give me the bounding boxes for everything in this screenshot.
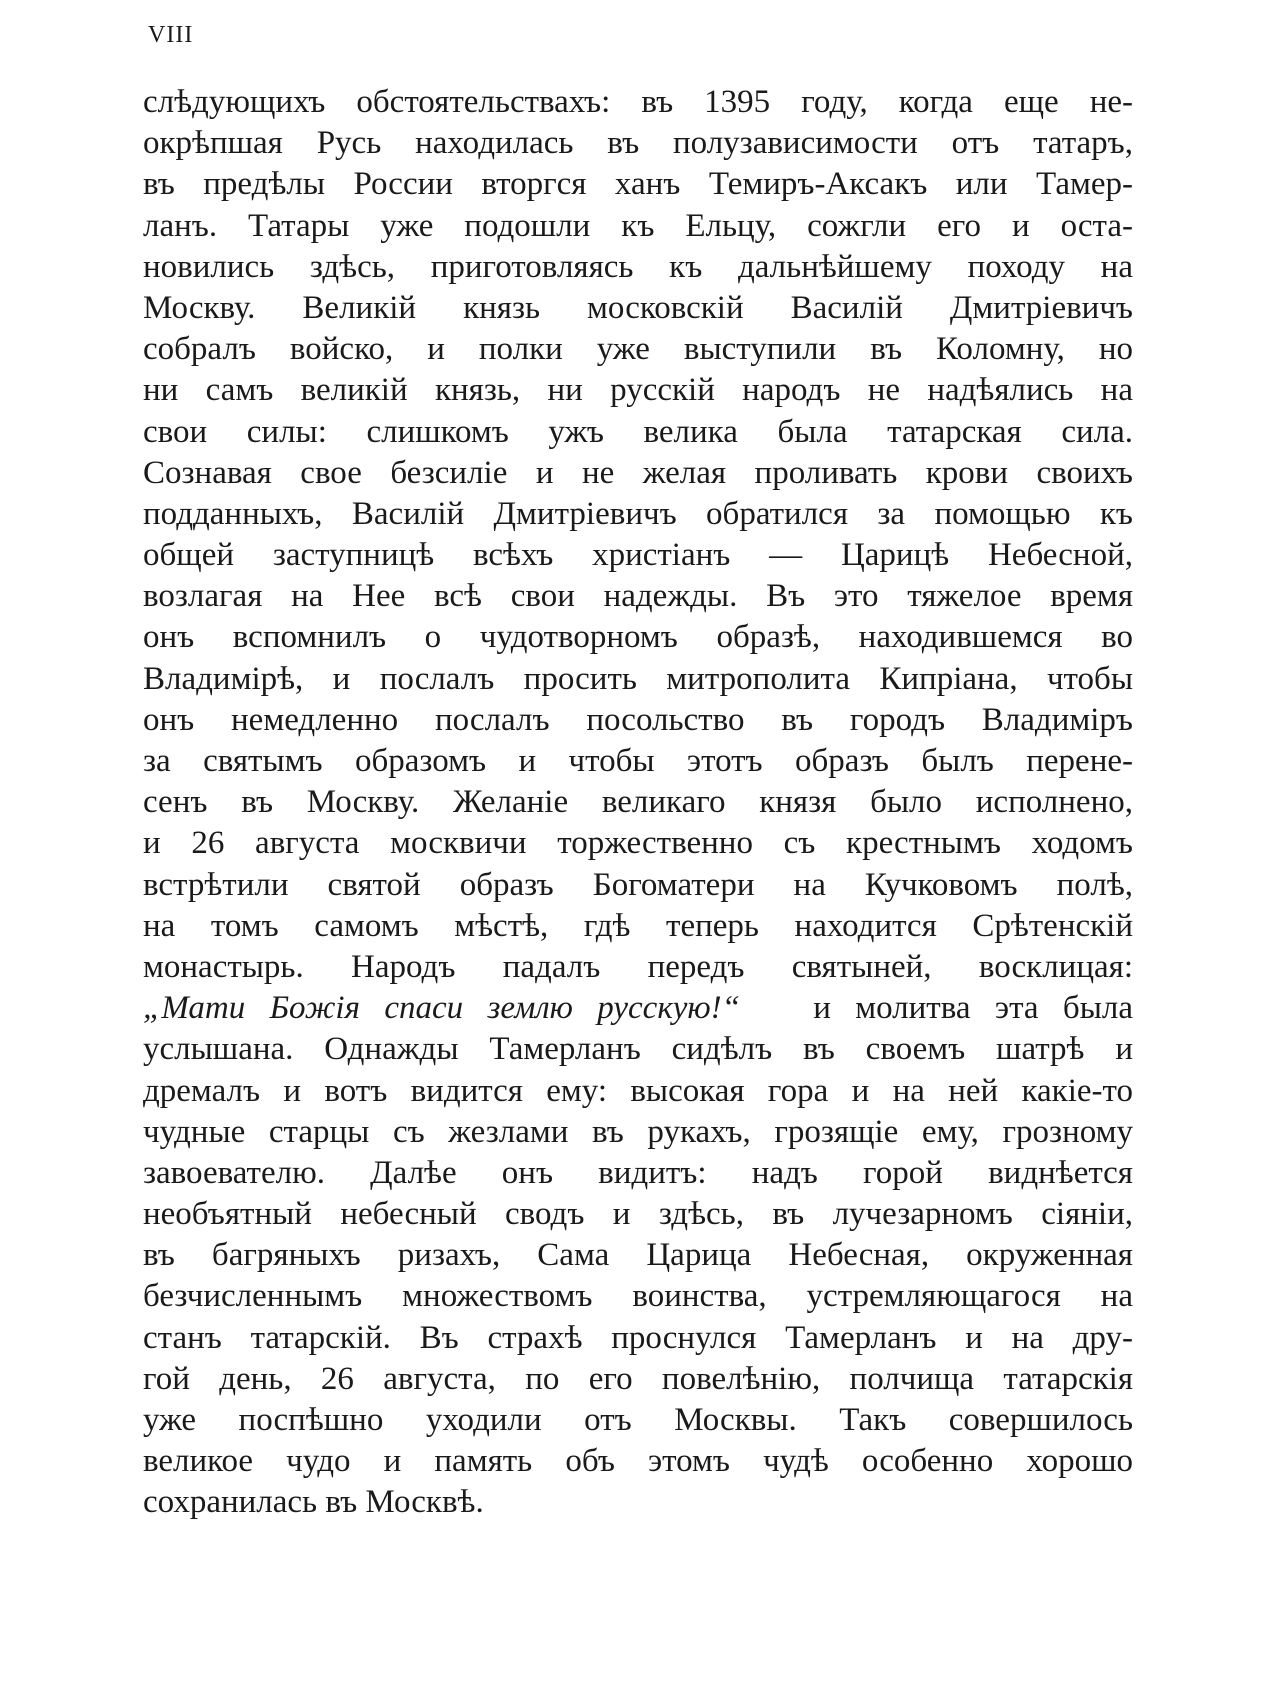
text-line: ланъ. Татары уже подошли къ Ельцу, сожгли его и оста- bbox=[143, 207, 1133, 244]
text-line: Владимірѣ, и послалъ просить митрополита Кипріана, чтобы bbox=[143, 660, 1133, 697]
text-line: встрѣтили святой образъ Богоматери на Кучковомъ полѣ, bbox=[143, 866, 1133, 903]
quote-rest: и молитва эта была bbox=[813, 990, 1134, 1027]
text-line: необъятный небесный сводъ и здѣсь, въ лучезарномъ сіяніи, bbox=[143, 1196, 1133, 1233]
final-text-line: сохранилась въ Москвѣ. bbox=[143, 1484, 484, 1521]
text-line: гой день, 26 августа, по его повелѣнію, полчища татарскія bbox=[143, 1360, 1133, 1397]
text-line: онъ немедленно послалъ посольство въ городъ Владиміръ bbox=[143, 701, 1133, 738]
text-line: свои силы: слишкомъ ужъ велика была татарская сила. bbox=[143, 413, 1133, 450]
text-line: на томъ самомъ мѣстѣ, гдѣ теперь находится Срѣтенскій bbox=[143, 907, 1133, 944]
text-line: общей заступницѣ всѣхъ христіанъ — Царицѣ Небесной, bbox=[143, 537, 1133, 574]
text-line: слѣдующихъ обстоятельствахъ: въ 1395 году, когда еще не- bbox=[143, 84, 1133, 120]
text-line: чудные старцы съ жезлами въ рукахъ, грозящіе ему, грозному bbox=[143, 1113, 1133, 1150]
body-text bbox=[143, 82, 1133, 1524]
text-line: и 26 августа москвичи торжественно съ крестнымъ ходомъ bbox=[143, 825, 1133, 862]
text-line: окрѣпшая Русь находилась въ полузависимости отъ татаръ, bbox=[143, 125, 1133, 162]
text-line: дремалъ и вотъ видится ему: высокая гора и на ней какіе-то bbox=[143, 1072, 1133, 1109]
text-line: въ предѣлы России вторгся ханъ Темиръ-Аксакъ или Тамер- bbox=[143, 166, 1133, 203]
text-line: собралъ войско, и полки уже выступили въ Коломну, но bbox=[143, 331, 1133, 368]
text-line: новились здѣсь, приготовляясь къ дальнѣйшему походу на bbox=[143, 248, 1133, 285]
text-line: завоевателю. Далѣе онъ видитъ: надъ горой виднѣется bbox=[143, 1154, 1133, 1191]
text-line: безчисленнымъ множествомъ воинства, устремляющагося на bbox=[143, 1278, 1133, 1315]
text-line: возлагая на Нее всѣ свои надежды. Въ это тяжелое время bbox=[143, 578, 1133, 615]
page-number: VIII bbox=[148, 22, 194, 48]
text-line: монастырь. Народъ падалъ передъ святыней, восклицая: bbox=[143, 948, 1133, 985]
text-line: Москву. Великій князь московскій Василій Дмитріевичъ bbox=[143, 289, 1133, 326]
text-line: Сознавая свое безсиліе и не желая проливать крови своихъ bbox=[143, 454, 1133, 491]
text-line: великое чудо и память объ этомъ чудѣ особенно хорошо bbox=[143, 1443, 1133, 1480]
text-line: въ багряныхъ ризахъ, Сама Царица Небесная, окруженная bbox=[143, 1237, 1133, 1274]
text-line: сенъ въ Москву. Желаніе великаго князя было исполнено, bbox=[143, 784, 1133, 821]
quote-italic: „Мати Божія спаси землю русскую!“ bbox=[143, 990, 741, 1027]
text-line: услышана. Однажды Тамерланъ сидѣлъ въ своемъ шатрѣ и bbox=[143, 1031, 1133, 1068]
text-line: уже поспѣшно уходили отъ Москвы. Такъ совершилось bbox=[143, 1402, 1133, 1438]
text-line: станъ татарскій. Въ страхѣ проснулся Тамерланъ и на дру- bbox=[143, 1319, 1133, 1356]
text-line: за святымъ образомъ и чтобы этотъ образъ былъ перене- bbox=[143, 743, 1133, 779]
text-line: ни самъ великій князь, ни русскій народъ не надѣялись на bbox=[143, 372, 1133, 409]
text-line: онъ вспомнилъ о чудотворномъ образѣ, находившемся во bbox=[143, 619, 1133, 656]
quote-line bbox=[143, 988, 1133, 1029]
text-line: подданныхъ, Василій Дмитріевичъ обратился за помощью къ bbox=[143, 495, 1133, 532]
